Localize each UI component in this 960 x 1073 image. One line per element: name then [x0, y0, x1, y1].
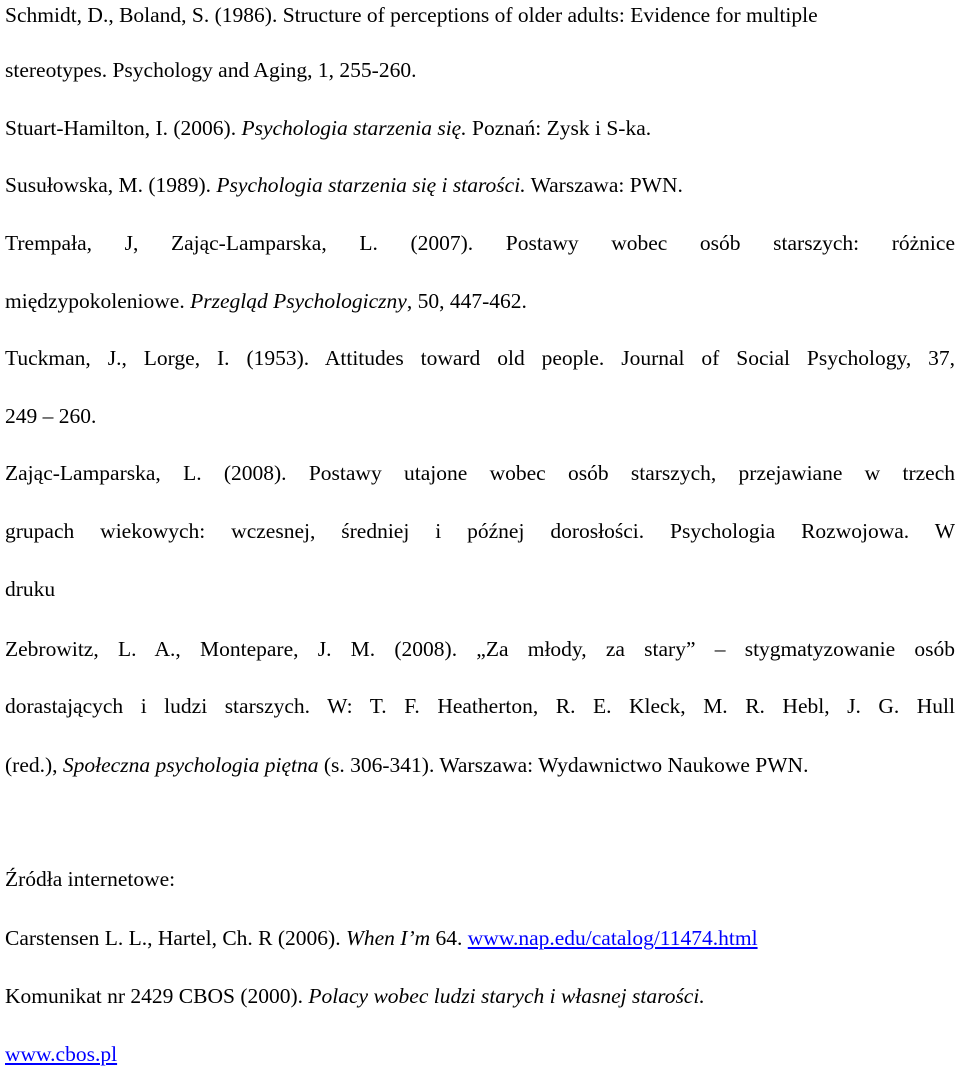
- reference-line: [5, 170, 955, 200]
- italic-title: Przegląd Psychologiczny: [190, 289, 407, 313]
- reference-line: [5, 574, 955, 604]
- reference-text: Zebrowitz, L. A., Montepare, J. M. (2008). „Za młody, za stary” – stygmatyzowanie osób: [5, 637, 955, 661]
- internet-sources-heading: Źródła internetowe:: [5, 867, 176, 891]
- reference-text: Komunikat nr 2429 CBOS (2000).: [5, 984, 309, 1008]
- reference-line: [5, 923, 955, 953]
- reference-text: Susułowska, M. (1989).: [5, 173, 217, 197]
- italic-title: Polacy wobec ludzi starych i własnej starości.: [308, 984, 705, 1008]
- reference-text: 249 – 260.: [5, 404, 97, 428]
- reference-line: [5, 401, 955, 431]
- reference-text: Tuckman, J., Lorge, I. (1953). Attitudes toward old people. Journal of Social Psychology, 37,: [5, 346, 955, 370]
- reference-line: [5, 343, 955, 373]
- reference-text: Carstensen L. L., Hartel, Ch. R (2006).: [5, 926, 346, 950]
- reference-text: 64.: [430, 926, 468, 950]
- reference-link[interactable]: www.nap.edu/catalog/11474.html: [467, 926, 758, 950]
- reference-line: [5, 634, 955, 664]
- reference-line: [5, 458, 955, 488]
- reference-text: Warszawa: PWN.: [525, 173, 683, 197]
- reference-text: dorastających i ludzi starszych. W: T. F. Heatherton, R. E. Kleck, M. R. Hebl, J. G. Hull: [5, 694, 955, 718]
- reference-text: Zając-Lamparska, L. (2008). Postawy utajone wobec osób starszych, przejawiane w trzech: [5, 461, 955, 485]
- reference-text: Poznań: Zysk i S-ka.: [466, 116, 652, 140]
- italic-title: Społeczna psychologia piętna: [62, 753, 319, 777]
- reference-line: [5, 113, 955, 143]
- reference-line: [5, 55, 955, 85]
- reference-text: , 50, 447-462.: [406, 289, 527, 313]
- italic-title: When I’m: [345, 926, 431, 950]
- reference-line: [5, 516, 955, 546]
- reference-text: Stuart-Hamilton, I. (2006).: [5, 116, 242, 140]
- reference-link[interactable]: www.cbos.pl: [5, 1042, 118, 1066]
- reference-line: [5, 0, 955, 30]
- reference-text: międzypokoleniowe.: [5, 289, 191, 313]
- reference-text: (red.),: [5, 753, 63, 777]
- italic-title: Psychologia starzenia się.: [241, 116, 467, 140]
- reference-line: [5, 981, 955, 1011]
- reference-text: (s. 306-341). Warszawa: Wydawnictwo Naukowe PWN.: [318, 753, 809, 777]
- reference-line: [5, 286, 955, 316]
- reference-line: [5, 228, 955, 258]
- reference-line: [5, 691, 955, 721]
- reference-text: Schmidt, D., Boland, S. (1986). Structure of perceptions of older adults: Evidence for multiple: [5, 3, 818, 27]
- reference-line: [5, 1039, 955, 1069]
- reference-line: [5, 750, 955, 780]
- reference-text: Trempała, J, Zając-Lamparska, L. (2007). Postawy wobec osób starszych: różnice: [5, 231, 955, 255]
- reference-text: grupach wiekowych: wczesnej, średniej i późnej dorosłości. Psychologia Rozwojowa. W: [5, 519, 955, 543]
- reference-text: druku: [5, 577, 56, 601]
- italic-title: Psychologia starzenia się i starości.: [216, 173, 526, 197]
- reference-text: stereotypes. Psychology and Aging, 1, 255-260.: [5, 58, 417, 82]
